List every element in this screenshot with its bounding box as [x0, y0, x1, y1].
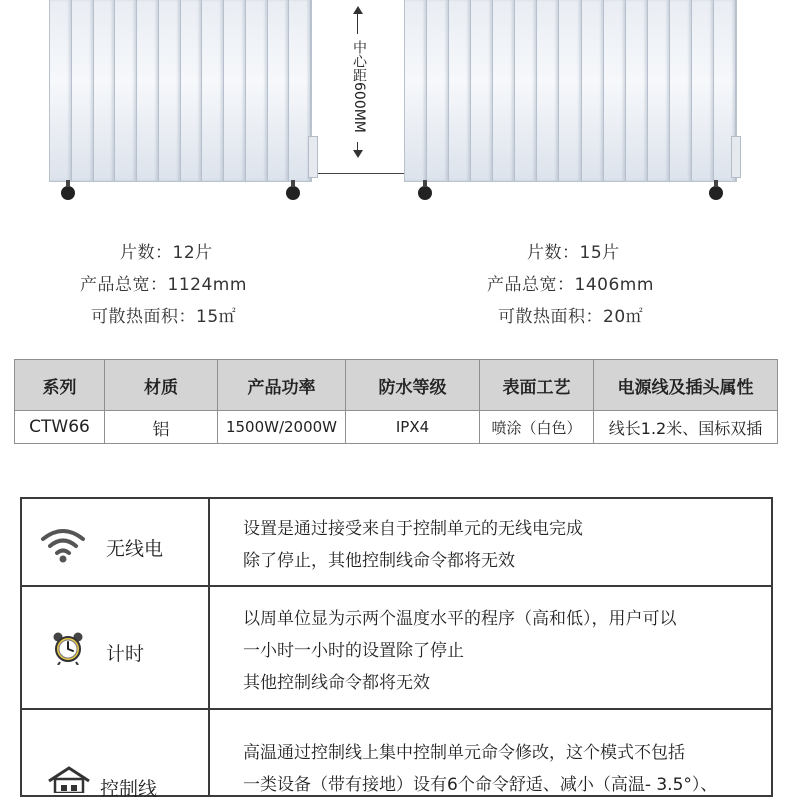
radiator-fin: [559, 0, 581, 181]
dimension-arrow-down: [353, 150, 363, 158]
row-divider: [22, 708, 771, 710]
alarm-clock-icon: [52, 631, 84, 670]
spec-table: [14, 359, 778, 444]
table-header-cell: 材质: [105, 360, 218, 411]
feature-description: [243, 513, 583, 577]
spec-width-15: 产品总宽：1406mm: [487, 275, 654, 295]
column-divider: [208, 499, 210, 795]
radiator-fin: [604, 0, 626, 181]
radiator-fin: [493, 0, 515, 181]
radiator-fin: [405, 0, 427, 181]
radiator-wheel: [286, 186, 300, 200]
table-header-cell: 产品功率: [218, 360, 346, 411]
feature-line: 以周单位显为示两个温度水平的程序（高和低），用户可以: [243, 609, 677, 629]
radiator-fin: [50, 0, 72, 181]
radiator-fin: [115, 0, 137, 181]
feature-description: [243, 603, 677, 699]
table-cell: IPX4: [346, 411, 480, 444]
radiator-wheel: [709, 186, 723, 200]
radiator-wheel: [61, 186, 75, 200]
radiator-fin: [181, 0, 203, 181]
spec-area-15: 可散热面积：20㎡: [498, 307, 644, 327]
row-divider: [22, 585, 771, 587]
radiator-fin: [94, 0, 116, 181]
radiator-fin: [537, 0, 559, 181]
feature-title: 无线电: [106, 538, 164, 560]
radiator-fin: [202, 0, 224, 181]
radiator-fin: [137, 0, 159, 181]
feature-line: 除了停止，其他控制线命令都将无效: [243, 551, 515, 571]
radiator-fin: [268, 0, 290, 181]
radiator-fin: [626, 0, 648, 181]
table-cell: CTW66: [15, 411, 105, 444]
radiator-fin: [471, 0, 493, 181]
radiator-fin: [246, 0, 268, 181]
radiator-fin: [692, 0, 714, 181]
feature-line: 一类设备（带有接地）设有6个命令舒适、减小（高温- 3.5°）、: [243, 775, 718, 795]
table-row: [15, 411, 778, 444]
table-header-cell: 电源线及插头属性: [594, 360, 778, 411]
radiator-fin: [72, 0, 94, 181]
wifi-icon: [39, 527, 87, 568]
table-header-cell: 系列: [15, 360, 105, 411]
radiator-control-box: [731, 136, 741, 178]
dimension-label: 中心距600MM: [351, 40, 367, 133]
table-cell: 线长1.2米、国标双插: [594, 411, 778, 444]
dimension-line: [357, 12, 358, 34]
feature-box: [20, 497, 773, 800]
table-header-row: [15, 360, 778, 411]
table-header-cell: 防水等级: [346, 360, 480, 411]
table-cell: 喷涂（白色）: [480, 411, 594, 444]
feature-line: 高温通过控制线上集中控制单元命令修改，这个模式不包括: [243, 743, 685, 763]
table-cell: 铝: [105, 411, 218, 444]
radiator-control-box: [308, 136, 318, 178]
house-icon: [46, 765, 92, 798]
spec-width-12: 产品总宽：1124mm: [80, 275, 247, 295]
radiator-fin: [670, 0, 692, 181]
baseline: [318, 173, 404, 174]
feature-description: [243, 737, 717, 801]
spec-pieces-15: 片数：15片: [527, 243, 620, 263]
feature-line: 设置是通过接受来自于控制单元的无线电完成: [243, 519, 583, 539]
feature-title: 控制线: [100, 778, 158, 800]
radiator-fin: [515, 0, 537, 181]
spec-pieces-12: 片数：12片: [120, 243, 213, 263]
radiator-fin: [224, 0, 246, 181]
dimension-arrow-up: [353, 6, 363, 14]
radiator-12-fin: [49, 0, 312, 182]
radiator-fin: [582, 0, 604, 181]
radiator-wheel: [418, 186, 432, 200]
spec-area-12: 可散热面积：15㎡: [91, 307, 237, 327]
radiator-fin: [449, 0, 471, 181]
feature-title: 计时: [106, 643, 145, 665]
feature-line: 其他控制线命令都将无效: [243, 673, 430, 693]
table-cell: 1500W/2000W: [218, 411, 346, 444]
radiator-fin: [648, 0, 670, 181]
radiator-15-fin: [404, 0, 737, 182]
table-header-cell: 表面工艺: [480, 360, 594, 411]
radiator-fin: [427, 0, 449, 181]
radiator-fin: [159, 0, 181, 181]
feature-line: 一小时一小时的设置除了停止: [243, 641, 464, 661]
